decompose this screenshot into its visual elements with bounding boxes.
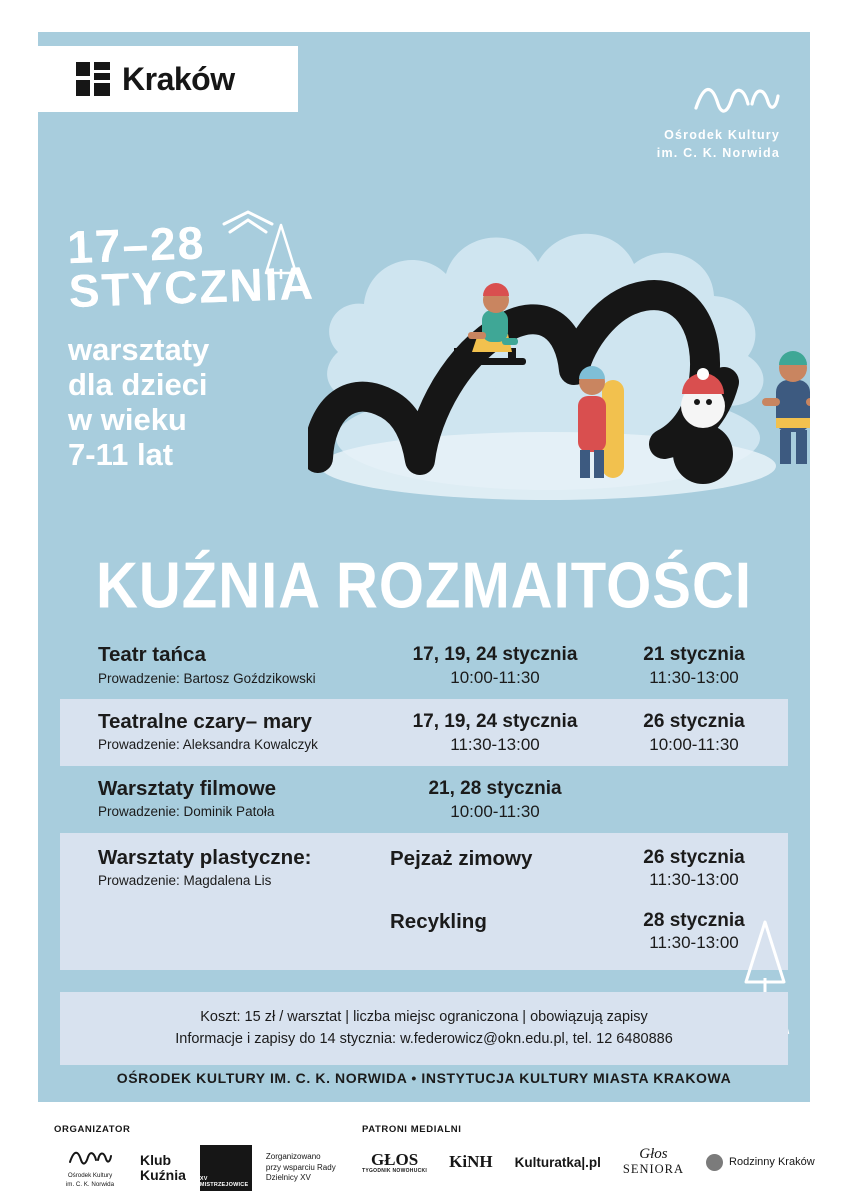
slot-a-date: 17, 19, 24 stycznia (412, 644, 578, 665)
slot-b-cell (600, 711, 788, 756)
art-workshop-row (60, 833, 788, 971)
workshop-title: Warsztaty plastyczne: (98, 845, 312, 869)
subtitle-line-2: dla dzieci (68, 367, 208, 403)
page-title: KUŹNIA ROZMAITOŚCI (96, 549, 752, 622)
slot-a-date: 21, 28 stycznia (428, 777, 562, 799)
glos-seniora-logo (623, 1147, 684, 1177)
slot-a-cell (390, 711, 600, 756)
workshop-title: Teatr tańca (98, 643, 206, 666)
rodzinny-krakow-text: Rodzinny Kraków (729, 1156, 815, 1168)
norwid-mini-line-1: Ośrodek Kultury (67, 1172, 113, 1180)
support-line-3: Dzielnicy XV (265, 1173, 311, 1183)
norwid-squiggle-icon (657, 78, 780, 118)
hero-subtitle (68, 333, 308, 472)
workshop-lead: Prowadzenie: Bartosz Goździkowski (98, 670, 316, 686)
pine-tree-icon (730, 912, 800, 1002)
glos-logo (362, 1151, 427, 1174)
slot-b-date: 26 stycznia (643, 710, 745, 732)
organizer-label: ORGANIZATOR (54, 1124, 131, 1135)
subtitle-line-4: 7-11 lat (68, 436, 174, 472)
topic-2-time: 11:30-13:00 (649, 933, 739, 953)
slot-a-cell (390, 778, 600, 823)
krakow-logo-text: Kraków (122, 60, 235, 97)
dates (66, 216, 316, 317)
workshop-name-cell (60, 711, 390, 753)
kulturatka-logo: Kulturatka|.pl (514, 1154, 601, 1170)
elf-child-icon (748, 340, 810, 490)
dates-line-2: STYCZNIA (67, 256, 316, 317)
norwid-mini-logo (54, 1147, 126, 1188)
klub-line-1: Klub (140, 1152, 172, 1169)
media-label: PATRONI MEDIALNI (362, 1124, 462, 1135)
topic-1-cell (390, 847, 600, 871)
glos-sub: TYGODNIK NOWOHUCKI (362, 1167, 428, 1174)
subtitle-line-1: warsztaty (68, 332, 210, 368)
dzielnica-support-text (266, 1152, 358, 1184)
dates-line-1: 17–28 (66, 216, 207, 274)
workshop-name-cell (60, 847, 390, 889)
workshop-name-cell (60, 778, 390, 820)
norwid-mini-line-2: im. C. K. Norwida (65, 1180, 115, 1188)
workshop-lead: Prowadzenie: Magdalena Lis (98, 873, 272, 889)
footer-strip (0, 1108, 848, 1200)
workshop-title: Warsztaty filmowe (98, 776, 277, 800)
klub-line-2: Kuźnia (140, 1167, 186, 1183)
topic-2-cell (390, 910, 600, 955)
support-line-1: Zorganizowano (265, 1151, 321, 1161)
klub-kuznia-logo (140, 1153, 186, 1182)
topic-2: Recykling (390, 909, 487, 933)
table-row (60, 699, 788, 766)
dzielnica-xv-logo (200, 1145, 252, 1191)
krakow-logo (38, 46, 298, 112)
institution-line-1: Ośrodek Kultury (664, 128, 780, 142)
topic-2-date: 28 stycznia (643, 909, 745, 931)
topic-1: Pejzaż zimowy (390, 846, 533, 870)
poster-card (38, 32, 810, 1102)
table-row (60, 766, 788, 833)
support-line-2: przy wsparciu Rady (265, 1162, 336, 1172)
topic-1-date: 26 stycznia (643, 846, 745, 868)
institution-line-2: im. C. K. Norwida (656, 146, 780, 161)
sledding-child-icon (438, 272, 548, 392)
slot-a-cell (390, 644, 600, 689)
krakow-crest-icon (76, 62, 110, 96)
subtitle-line-3: w wieku (68, 401, 187, 437)
dzielnica-xv-caption: XV MISTRZEJOWICE (199, 1176, 249, 1188)
slot-b-time: 11:30-13:00 (649, 667, 739, 687)
glos-main: GŁOS (370, 1149, 419, 1169)
schedule-table (60, 632, 788, 970)
workshop-title: Teatralne czary– mary (98, 709, 312, 733)
rodzinny-krakow-logo (706, 1154, 815, 1171)
slot-b-cell (600, 644, 788, 689)
slot-b-time: 10:00-11:30 (649, 734, 739, 754)
kinh-logo: KiNH (449, 1152, 493, 1171)
date-block (66, 216, 316, 472)
slot-a-date: 17, 19, 24 stycznia (412, 710, 578, 732)
topic-1-time: 11:30-13:00 (649, 870, 739, 890)
info-line-1: Koszt: 15 zł / warsztat | liczba miejsc ograniczona | obowiązują zapisy (200, 1009, 648, 1025)
winter-illustration (288, 172, 808, 542)
snowman-icon (660, 350, 746, 490)
table-row (60, 632, 788, 699)
institution-logo (657, 78, 780, 162)
snowboard-child-icon (558, 352, 648, 492)
media-partners-group (362, 1124, 815, 1177)
slot-a-time: 10:00-11:30 (450, 667, 540, 687)
rodzinny-krakow-icon (706, 1154, 723, 1171)
info-box (60, 992, 788, 1065)
organizer-group (54, 1124, 358, 1191)
workshop-lead: Prowadzenie: Dominik Patoła (98, 804, 275, 820)
spacer-cell (60, 910, 390, 955)
info-line-2: Informacje i zapisy do 14 stycznia: w.federowicz@okn.edu.pl, tel. 12 6480886 (175, 1031, 673, 1048)
seniora-sub: SENIORA (622, 1162, 685, 1176)
topic-1-slot (600, 847, 788, 892)
slot-a-time: 10:00-11:30 (450, 801, 540, 821)
workshop-name-cell (60, 644, 390, 686)
slot-b-date: 21 stycznia (643, 644, 745, 665)
seniora-main: Głos (639, 1146, 668, 1162)
workshop-lead: Prowadzenie: Aleksandra Kowalczyk (98, 737, 318, 753)
slot-a-time: 11:30-13:00 (450, 734, 540, 754)
norwid-squiggle-icon (68, 1147, 112, 1167)
organizer-line: OŚRODEK KULTURY IM. C. K. NORWIDA • INSTYTUCJA KULTURY MIASTA KRAKOWA (116, 1070, 732, 1086)
